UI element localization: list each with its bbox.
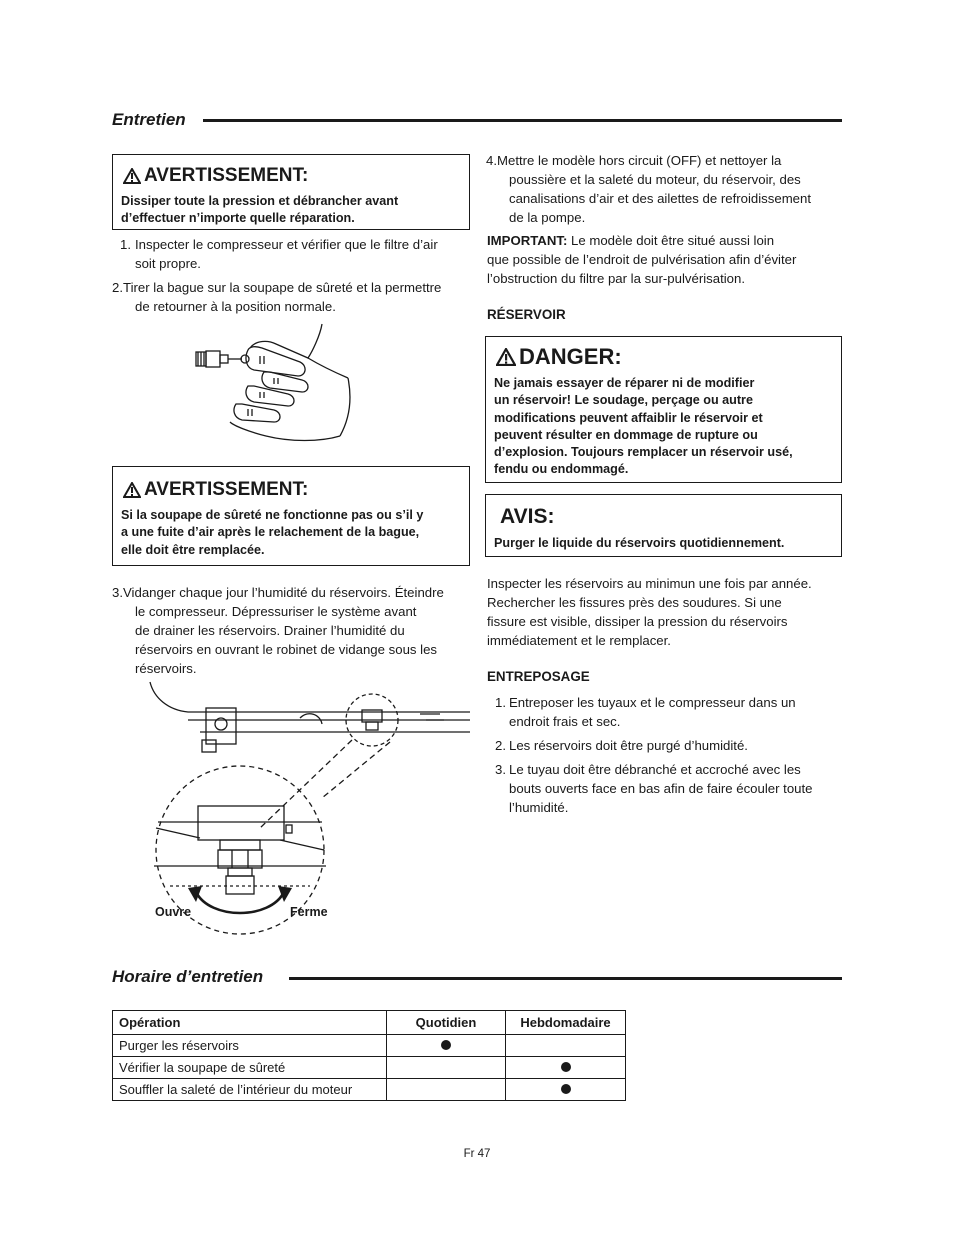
storage-heading: ENTREPOSAGE	[487, 669, 590, 684]
table-row: Vérifier la soupape de sûreté	[113, 1057, 626, 1079]
column-header-weekly: Hebdomadaire	[506, 1011, 626, 1035]
list-item: 2. Tirer la bague sur la soupape de sûreté et la permettre de retourner à la position normale.	[112, 280, 442, 314]
danger-box	[485, 336, 842, 483]
column-header-operation: Opération	[113, 1011, 387, 1035]
warning-triangle-icon	[496, 348, 516, 366]
warning-box	[112, 466, 470, 566]
column-header-daily: Quotidien	[387, 1011, 506, 1035]
maintenance-schedule-table	[112, 1010, 626, 1101]
list-item: 4. Mettre le modèle hors circuit (OFF) et nettoyer la poussière et la saleté du moteur, du réservoir, des canalisations d’air et des ailettes de refroidissement de la pompe.	[486, 153, 812, 225]
page-number: Fr 47	[463, 1148, 491, 1160]
table-row: Souffler la saleté de l’intérieur du moteur	[113, 1079, 626, 1101]
warning-text: Si la soupape de sûreté ne fonctionne pas ou s’il y a une fuite d’air après le relachement de la bague, elle doit être remplacée.	[121, 508, 424, 557]
check-dot-icon	[561, 1062, 571, 1072]
notice-heading: AVIS:	[500, 505, 555, 528]
open-label: Ouvre	[155, 905, 192, 919]
warning-text: Dissiper toute la pression et débrancher avant d’effectuer n’importe quelle réparation.	[121, 194, 399, 226]
inspection-paragraph: Inspecter les réservoirs au minimun une fois par année. Rechercher les fissures près des soudures. Si une fissure est visible, dissiper la pression du réservoirs immédiatement et le remplacer.	[487, 576, 812, 648]
warning-triangle-icon	[123, 482, 141, 498]
important-note: IMPORTANT: Le modèle doit être situé aussi loin que possible de l’endroit de pulvérisation afin d’éviter l’obstruction du filtre par la sur-pulvérisation.	[487, 233, 797, 286]
list-item: 2. Les réservoirs doit être purgé d’humidité.	[495, 738, 748, 753]
section-title-horaire: Horaire d’entretien	[112, 967, 264, 986]
safety-valve-hand-illustration	[190, 318, 360, 448]
check-dot-icon	[561, 1084, 571, 1094]
check-dot-icon	[441, 1040, 451, 1050]
section-rule	[289, 977, 842, 980]
list-item: 1. Inspecter le compresseur et vérifier que le filtre d’air soit propre.	[120, 237, 438, 271]
reservoir-heading: RÉSERVOIR	[487, 307, 566, 322]
notice-box	[485, 494, 842, 557]
warning-box	[112, 154, 470, 230]
close-label: Ferme	[290, 905, 328, 919]
drain-valve-illustration	[140, 680, 472, 942]
warning-heading: AVERTISSEMENT:	[123, 165, 308, 187]
danger-text: Ne jamais essayer de réparer ni de modifier un réservoir! Le soudage, perçage ou autre modifications peuvent affaiblir le réservoir et peuvent résulter en dommage de rupture ou d’explosion. Toujours remplacer un réservoir usé, fendu ou endommagé.	[494, 376, 793, 477]
list-item: 3. Vidanger chaque jour l’humidité du réservoirs. Éteindre le compresseur. Dépressuriser le système avant de drainer les réservoirs. Drainer l’humidité du réservoirs en ouvrant le robinet de vidange sous les réservoirs.	[112, 585, 444, 676]
table-header-row	[113, 1011, 626, 1035]
table-row: Purger les réservoirs	[113, 1035, 626, 1057]
warning-triangle-icon	[123, 168, 141, 184]
danger-heading: DANGER:	[496, 344, 622, 370]
notice-text: Purger le liquide du réservoirs quotidiennement.	[494, 536, 785, 550]
warning-heading: AVERTISSEMENT:	[123, 479, 308, 501]
list-item: 1. Entreposer les tuyaux et le compresseur dans un endroit frais et sec.	[495, 695, 796, 729]
list-item: 3. Le tuyau doit être débranché et accroché avec les bouts ouverts face en bas afin de faire écouler toute l’humidité.	[495, 762, 813, 815]
section-title-entretien: Entretien	[112, 110, 186, 129]
section-rule	[203, 119, 842, 122]
